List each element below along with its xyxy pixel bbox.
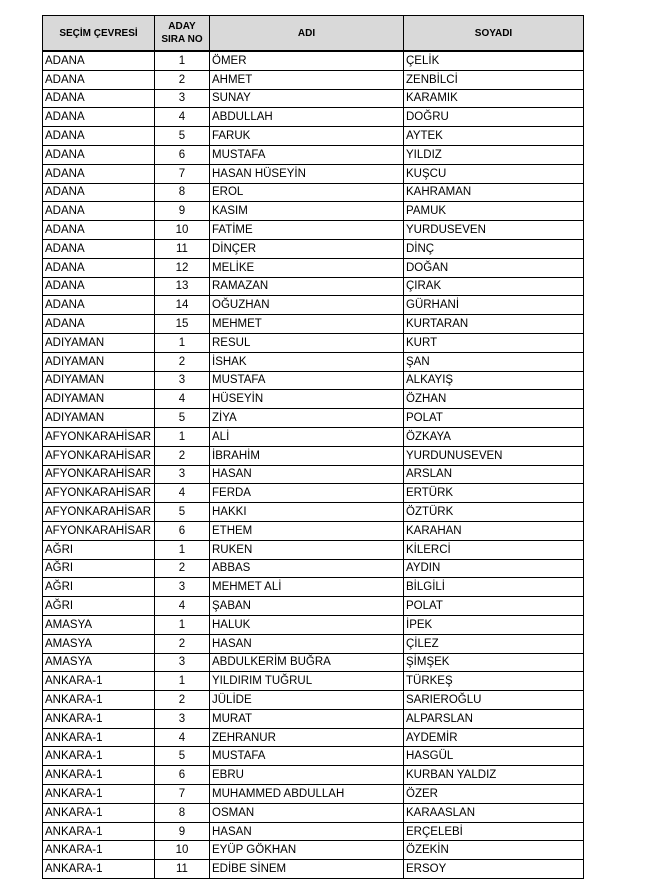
header-district: SEÇİM ÇEVRESİ	[43, 16, 155, 52]
table-row	[43, 860, 584, 879]
table-row	[43, 465, 584, 484]
last-name-cell: İPEK	[404, 615, 584, 634]
last-name-cell: ŞİMŞEK	[404, 653, 584, 672]
last-name-cell: KURTARAN	[404, 315, 584, 334]
first-name-cell: HASAN HÜSEYİN	[210, 164, 404, 183]
first-name-cell: KASIM	[210, 202, 404, 221]
rank-cell: 13	[155, 277, 210, 296]
first-name-cell: AHMET	[210, 70, 404, 89]
rank-cell: 9	[155, 822, 210, 841]
first-name-cell: MURAT	[210, 709, 404, 728]
header-rank-line2: SIRA NO	[161, 34, 203, 45]
first-name-cell: MEHMET ALİ	[210, 578, 404, 597]
first-name-cell: EYÜP GÖKHAN	[210, 841, 404, 860]
header-row	[43, 16, 584, 52]
rank-cell: 2	[155, 352, 210, 371]
last-name-cell: POLAT	[404, 597, 584, 616]
last-name-cell: ÖZKAYA	[404, 427, 584, 446]
table-row	[43, 540, 584, 559]
first-name-cell: FERDA	[210, 484, 404, 503]
table-row	[43, 70, 584, 89]
last-name-cell: DİNÇ	[404, 239, 584, 258]
last-name-cell: ÖZTÜRK	[404, 503, 584, 522]
table-row	[43, 164, 584, 183]
district-cell: ADIYAMAN	[43, 352, 155, 371]
first-name-cell: MUSTAFA	[210, 747, 404, 766]
rank-cell: 4	[155, 728, 210, 747]
first-name-cell: İSHAK	[210, 352, 404, 371]
rank-cell: 9	[155, 202, 210, 221]
last-name-cell: DOĞRU	[404, 108, 584, 127]
first-name-cell: EBRU	[210, 766, 404, 785]
district-cell: ADIYAMAN	[43, 333, 155, 352]
district-cell: AMASYA	[43, 615, 155, 634]
last-name-cell: ŞAN	[404, 352, 584, 371]
table-row	[43, 766, 584, 785]
district-cell: AFYONKARAHİSAR	[43, 446, 155, 465]
table-row	[43, 446, 584, 465]
table-row	[43, 785, 584, 804]
rank-cell: 4	[155, 484, 210, 503]
first-name-cell: ETHEM	[210, 521, 404, 540]
table-row	[43, 521, 584, 540]
rank-cell: 6	[155, 766, 210, 785]
district-cell: ADANA	[43, 239, 155, 258]
last-name-cell: ERÇELEBİ	[404, 822, 584, 841]
table-row	[43, 258, 584, 277]
district-cell: ANKARA-1	[43, 747, 155, 766]
table-row	[43, 822, 584, 841]
district-cell: AĞRI	[43, 540, 155, 559]
district-cell: AFYONKARAHİSAR	[43, 484, 155, 503]
last-name-cell: ALPARSLAN	[404, 709, 584, 728]
district-cell: AĞRI	[43, 578, 155, 597]
rank-cell: 4	[155, 108, 210, 127]
last-name-cell: TÜRKEŞ	[404, 672, 584, 691]
rank-cell: 5	[155, 127, 210, 146]
district-cell: AĞRI	[43, 559, 155, 578]
last-name-cell: KARAMIK	[404, 89, 584, 108]
rank-cell: 3	[155, 578, 210, 597]
table-row	[43, 597, 584, 616]
rank-cell: 15	[155, 315, 210, 334]
table-row	[43, 803, 584, 822]
table-row	[43, 221, 584, 240]
table-row	[43, 51, 584, 70]
first-name-cell: JÜLİDE	[210, 691, 404, 710]
rank-cell: 6	[155, 521, 210, 540]
district-cell: ANKARA-1	[43, 822, 155, 841]
table-row	[43, 559, 584, 578]
rank-cell: 5	[155, 747, 210, 766]
last-name-cell: ÖZEKİN	[404, 841, 584, 860]
first-name-cell: HASAN	[210, 822, 404, 841]
last-name-cell: KARAHAN	[404, 521, 584, 540]
district-cell: AMASYA	[43, 653, 155, 672]
rank-cell: 6	[155, 145, 210, 164]
district-cell: AFYONKARAHİSAR	[43, 427, 155, 446]
first-name-cell: ALİ	[210, 427, 404, 446]
rank-cell: 7	[155, 785, 210, 804]
last-name-cell: AYTEK	[404, 127, 584, 146]
rank-cell: 11	[155, 860, 210, 879]
first-name-cell: ÖMER	[210, 51, 404, 70]
district-cell: ANKARA-1	[43, 841, 155, 860]
candidate-list-table	[42, 15, 584, 879]
first-name-cell: HÜSEYİN	[210, 390, 404, 409]
district-cell: ADANA	[43, 164, 155, 183]
last-name-cell: ERSOY	[404, 860, 584, 879]
rank-cell: 1	[155, 672, 210, 691]
last-name-cell: POLAT	[404, 409, 584, 428]
first-name-cell: FARUK	[210, 127, 404, 146]
first-name-cell: FATİME	[210, 221, 404, 240]
last-name-cell: ÇIRAK	[404, 277, 584, 296]
district-cell: ADANA	[43, 108, 155, 127]
table-row	[43, 709, 584, 728]
rank-cell: 1	[155, 333, 210, 352]
rank-cell: 3	[155, 371, 210, 390]
table-row	[43, 672, 584, 691]
district-cell: ADANA	[43, 202, 155, 221]
rank-cell: 5	[155, 503, 210, 522]
first-name-cell: HALUK	[210, 615, 404, 634]
district-cell: ANKARA-1	[43, 691, 155, 710]
last-name-cell: YILDIZ	[404, 145, 584, 164]
first-name-cell: OSMAN	[210, 803, 404, 822]
rank-cell: 10	[155, 221, 210, 240]
table-row	[43, 108, 584, 127]
table-row	[43, 578, 584, 597]
table-row	[43, 653, 584, 672]
last-name-cell: ÖZHAN	[404, 390, 584, 409]
last-name-cell: KUŞCU	[404, 164, 584, 183]
district-cell: ADIYAMAN	[43, 371, 155, 390]
table-row	[43, 296, 584, 315]
table-row	[43, 691, 584, 710]
first-name-cell: EROL	[210, 183, 404, 202]
first-name-cell: MUSTAFA	[210, 145, 404, 164]
table-row	[43, 371, 584, 390]
district-cell: ANKARA-1	[43, 728, 155, 747]
rank-cell: 11	[155, 239, 210, 258]
first-name-cell: SUNAY	[210, 89, 404, 108]
first-name-cell: ZEHRANUR	[210, 728, 404, 747]
rank-cell: 3	[155, 465, 210, 484]
last-name-cell: DOĞAN	[404, 258, 584, 277]
district-cell: ADANA	[43, 277, 155, 296]
table-row	[43, 747, 584, 766]
rank-cell: 2	[155, 634, 210, 653]
table-row	[43, 352, 584, 371]
last-name-cell: BİLGİLİ	[404, 578, 584, 597]
district-cell: AFYONKARAHİSAR	[43, 465, 155, 484]
last-name-cell: ÖZER	[404, 785, 584, 804]
district-cell: AFYONKARAHİSAR	[43, 521, 155, 540]
table-row	[43, 427, 584, 446]
table-row	[43, 277, 584, 296]
district-cell: ADANA	[43, 145, 155, 164]
district-cell: ADANA	[43, 127, 155, 146]
rank-cell: 3	[155, 653, 210, 672]
rank-cell: 12	[155, 258, 210, 277]
last-name-cell: KİLERCİ	[404, 540, 584, 559]
first-name-cell: YILDIRIM TUĞRUL	[210, 672, 404, 691]
table-row	[43, 315, 584, 334]
first-name-cell: MUHAMMED ABDULLAH	[210, 785, 404, 804]
last-name-cell: KURT	[404, 333, 584, 352]
header-rank-line1: ADAY	[168, 21, 196, 32]
rank-cell: 14	[155, 296, 210, 315]
rank-cell: 2	[155, 559, 210, 578]
rank-cell: 10	[155, 841, 210, 860]
last-name-cell: AYDIN	[404, 559, 584, 578]
last-name-cell: AYDEMİR	[404, 728, 584, 747]
first-name-cell: ABDULKERİM BUĞRA	[210, 653, 404, 672]
last-name-cell: ZENBİLCİ	[404, 70, 584, 89]
last-name-cell: KAHRAMAN	[404, 183, 584, 202]
rank-cell: 3	[155, 709, 210, 728]
first-name-cell: HAKKI	[210, 503, 404, 522]
table-header	[43, 16, 584, 52]
rank-cell: 2	[155, 446, 210, 465]
district-cell: ANKARA-1	[43, 785, 155, 804]
last-name-cell: SARIEROĞLU	[404, 691, 584, 710]
first-name-cell: RAMAZAN	[210, 277, 404, 296]
rank-cell: 8	[155, 183, 210, 202]
last-name-cell: ÇİLEZ	[404, 634, 584, 653]
last-name-cell: YURDUSEVEN	[404, 221, 584, 240]
last-name-cell: HASGÜL	[404, 747, 584, 766]
district-cell: ADANA	[43, 315, 155, 334]
header-first-name: ADI	[210, 16, 404, 52]
table-row	[43, 728, 584, 747]
first-name-cell: ABBAS	[210, 559, 404, 578]
rank-cell: 2	[155, 691, 210, 710]
header-rank	[155, 16, 210, 52]
table-row	[43, 145, 584, 164]
rank-cell: 1	[155, 615, 210, 634]
district-cell: ADANA	[43, 89, 155, 108]
first-name-cell: HASAN	[210, 634, 404, 653]
district-cell: ANKARA-1	[43, 766, 155, 785]
header-last-name: SOYADI	[404, 16, 584, 52]
district-cell: AĞRI	[43, 597, 155, 616]
district-cell: ANKARA-1	[43, 709, 155, 728]
table-row	[43, 634, 584, 653]
table-row	[43, 333, 584, 352]
district-cell: ADANA	[43, 70, 155, 89]
table-row	[43, 239, 584, 258]
rank-cell: 1	[155, 51, 210, 70]
table-row	[43, 841, 584, 860]
first-name-cell: MUSTAFA	[210, 371, 404, 390]
last-name-cell: ARSLAN	[404, 465, 584, 484]
rank-cell: 3	[155, 89, 210, 108]
last-name-cell: KARAASLAN	[404, 803, 584, 822]
district-cell: ADANA	[43, 258, 155, 277]
last-name-cell: ALKAYIŞ	[404, 371, 584, 390]
table-row	[43, 615, 584, 634]
district-cell: ADANA	[43, 183, 155, 202]
first-name-cell: MEHMET	[210, 315, 404, 334]
district-cell: ANKARA-1	[43, 860, 155, 879]
district-cell: ANKARA-1	[43, 803, 155, 822]
first-name-cell: İBRAHİM	[210, 446, 404, 465]
table-row	[43, 89, 584, 108]
district-cell: ADANA	[43, 51, 155, 70]
district-cell: AMASYA	[43, 634, 155, 653]
last-name-cell: PAMUK	[404, 202, 584, 221]
district-cell: ADIYAMAN	[43, 390, 155, 409]
district-cell: AFYONKARAHİSAR	[43, 503, 155, 522]
table-body	[43, 51, 584, 879]
last-name-cell: KURBAN YALDIZ	[404, 766, 584, 785]
table-row	[43, 202, 584, 221]
first-name-cell: ABDULLAH	[210, 108, 404, 127]
rank-cell: 2	[155, 70, 210, 89]
district-cell: ADIYAMAN	[43, 409, 155, 428]
rank-cell: 5	[155, 409, 210, 428]
table-row	[43, 503, 584, 522]
first-name-cell: RESUL	[210, 333, 404, 352]
table-row	[43, 409, 584, 428]
rank-cell: 1	[155, 540, 210, 559]
last-name-cell: GÜRHANİ	[404, 296, 584, 315]
district-cell: ADANA	[43, 296, 155, 315]
rank-cell: 7	[155, 164, 210, 183]
last-name-cell: ERTÜRK	[404, 484, 584, 503]
rank-cell: 1	[155, 427, 210, 446]
table-row	[43, 183, 584, 202]
first-name-cell: OĞUZHAN	[210, 296, 404, 315]
first-name-cell: MELİKE	[210, 258, 404, 277]
last-name-cell: ÇELİK	[404, 51, 584, 70]
rank-cell: 4	[155, 390, 210, 409]
table-row	[43, 390, 584, 409]
district-cell: ADANA	[43, 221, 155, 240]
first-name-cell: DİNÇER	[210, 239, 404, 258]
table-row	[43, 127, 584, 146]
last-name-cell: YURDUNUSEVEN	[404, 446, 584, 465]
first-name-cell: ZİYA	[210, 409, 404, 428]
rank-cell: 8	[155, 803, 210, 822]
first-name-cell: ŞABAN	[210, 597, 404, 616]
first-name-cell: EDİBE SİNEM	[210, 860, 404, 879]
district-cell: ANKARA-1	[43, 672, 155, 691]
first-name-cell: HASAN	[210, 465, 404, 484]
rank-cell: 4	[155, 597, 210, 616]
table-row	[43, 484, 584, 503]
first-name-cell: RUKEN	[210, 540, 404, 559]
